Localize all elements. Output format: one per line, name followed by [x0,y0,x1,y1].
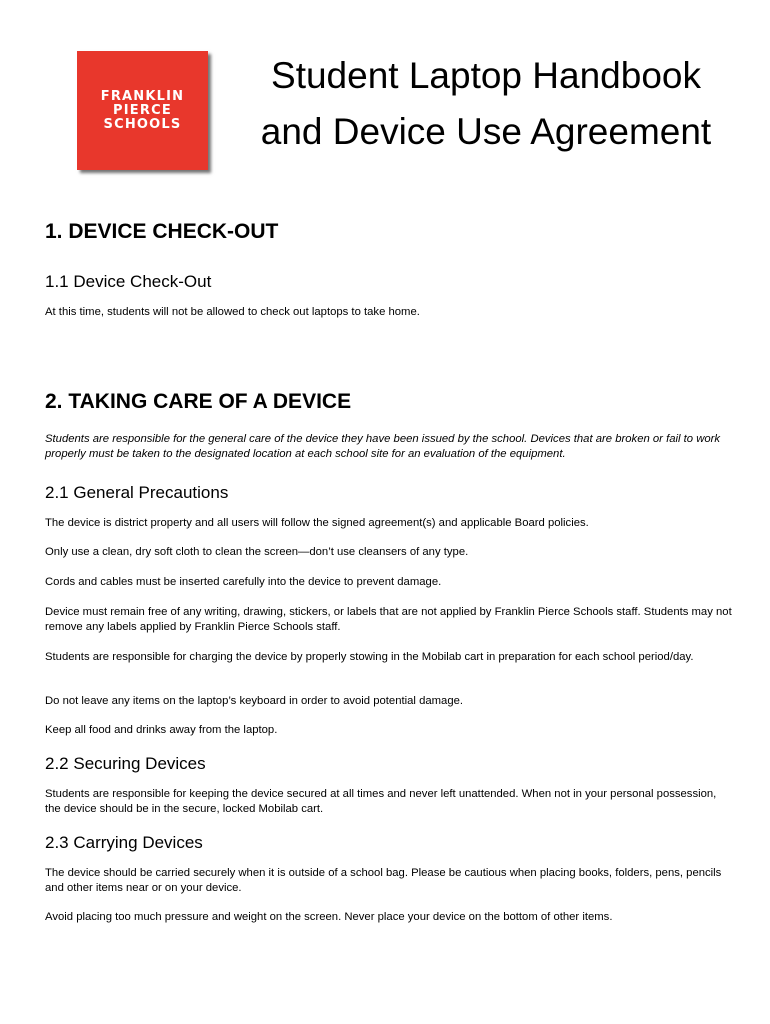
document-title-line-1: Student Laptop Handbook [271,55,701,96]
paragraph: Students are responsible for charging the device by properly stowing in the Mobilab cart in preparation for each school period/day. [45,651,694,663]
logo-line-2: PIERCE [113,102,172,118]
paragraph: The device should be carried securely when it is outside of a school bag. Please be cautious when placing books, folders, pens, pencils and other items near or on your device. [45,867,722,894]
section-2-heading: 2. TAKING CARE OF A DEVICE [45,390,352,413]
paragraph: Avoid placing too much pressure and weight on the screen. Never place your device on the bottom of other items. [45,911,613,923]
paragraph: At this time, students will not be allowed to check out laptops to take home. [45,306,420,318]
paragraph: Do not leave any items on the laptop’s keyboard in order to avoid potential damage. [45,695,464,707]
section-2-1-heading: 2.1 General Precautions [45,483,229,502]
paragraph: Only use a clean, dry soft cloth to clean the screen—don’t use cleansers of any type. [45,546,469,558]
paragraph: The device is district property and all users will follow the signed agreement(s) and applicable Board policies. [45,517,589,529]
section-2-intro: Students are responsible for the general care of the device they have been issued by the school. Devices that are broken or fail to work properly must be taken to the designated location at each school site for an evaluation of the equipment. [45,433,721,460]
paragraph: Keep all food and drinks away from the laptop. [45,724,278,736]
section-1-heading: 1. DEVICE CHECK-OUT [45,220,279,243]
logo-line-1: FRANKLIN [100,88,185,104]
document-title [226,48,746,160]
paragraph: Cords and cables must be inserted carefully into the device to prevent damage. [45,576,442,588]
section-1-1-heading: 1.1 Device Check-Out [45,272,212,291]
paragraph: Students are responsible for keeping the device secured at all times and never left unattended. When not in your personal possession, the device should be in the secure, locked Mobilab cart. [45,788,717,815]
paragraph: Device must remain free of any writing, drawing, stickers, or labels that are not applied by Franklin Pierce Schools staff. Students may not remove any labels applied by Franklin Pierce Schools staff. [45,606,732,633]
section-2-3-heading: 2.3 Carrying Devices [45,833,203,852]
section-2-2-heading: 2.2 Securing Devices [45,754,206,773]
logo-line-3: SCHOOLS [103,116,182,132]
document-title-line-2: and Device Use Agreement [260,111,712,152]
franklin-pierce-schools-logo [77,51,208,170]
